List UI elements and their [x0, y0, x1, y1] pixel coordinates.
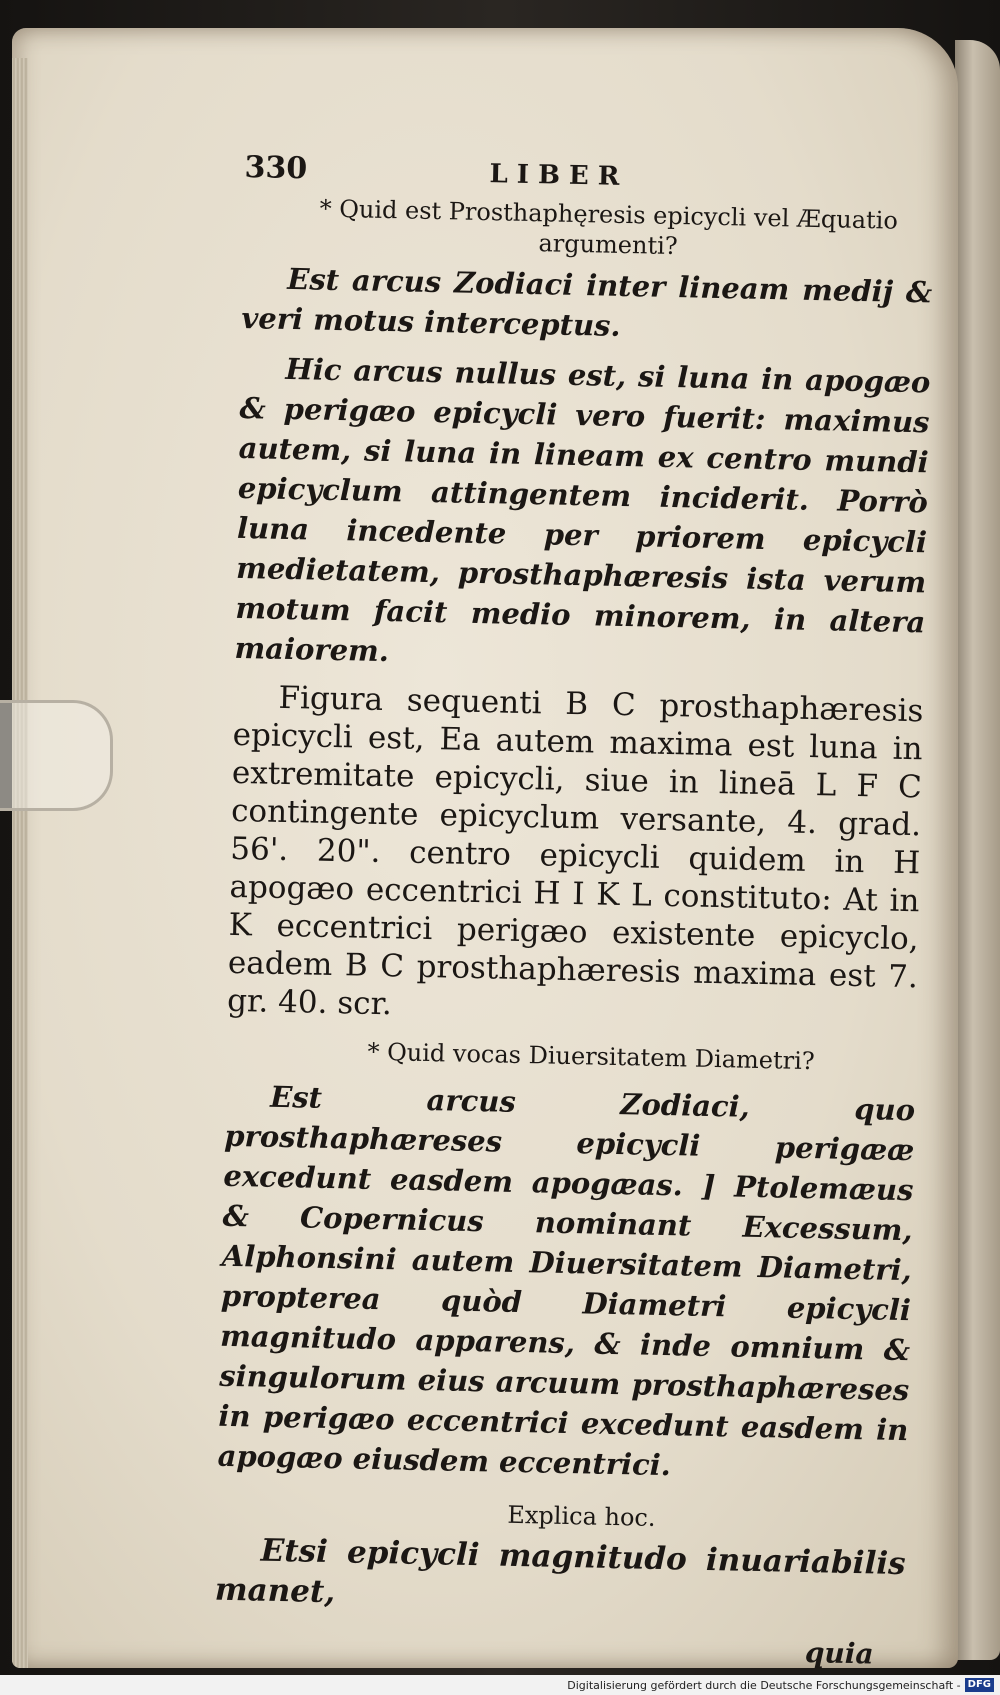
book-page-edge-left	[12, 58, 28, 1668]
answer-paragraph: Est arcus Zodiaci, quo prosthaphæreses epicycli perigææ excedunt easdem apogæas. ] Ptolemæus & Copernicus nominant Excessum, Alphonsini autem Diuersitatem Diametri, propterea quòd Diametri epicycli magnitudo apparens, & inde omnium & singulorum eius arcuum prosthaphæreses in perigæo eccentrici excedunt easdem in apogæo eiusdem eccentrici.	[217, 1079, 916, 1483]
digitization-footer	[560, 1675, 1000, 1695]
question-heading: Explica hoc.	[507, 1500, 656, 1532]
page-text-block	[213, 150, 934, 1671]
answer-paragraph: Etsi epicycli magnitudo inuariabilis manet,	[214, 1532, 906, 1611]
question-heading: * Quid est Prosthaphęresis epicycli vel Æquatio argumenti?	[319, 194, 899, 261]
figure-explanation-paragraph: Figura sequenti B C prosthaphæresis epicycli est, Ea autem maxima est luna in extremitate epicycli, siue in lineā L F C contingente epicyclum versante, 4. grad. 56'. 20". centro epicycli quidem in H apogæo eccentrici H I K L constituto: At in K eccentrici perigæo existente epicyclo, eadem B C prosthaphæresis maxima est 7. gr. 40. scr.	[226, 679, 924, 1023]
running-head: LIBER	[489, 159, 629, 193]
dfg-logo: DFG	[965, 1678, 994, 1692]
page-number: 330	[244, 150, 308, 187]
catchword: quia	[804, 1636, 874, 1671]
footer-credit: Digitalisierung gefördert durch die Deutsche Forschungsgemeinschaft -	[567, 1678, 961, 1692]
commentary-paragraph: Hic arcus nullus est, si luna in apogæo & perigæo epicycli vero fuerit: maximus autem, si luna in lineam ex centro mundi epicyclum attingentem inciderit. Porrò luna incedente per priorem epicycli medietatem, prosthaphæresis ista verum motum facit medio minorem, in altera maiorem.	[234, 351, 931, 669]
question-heading: * Quid vocas Diuersitatem Diametri?	[367, 1037, 815, 1076]
answer-paragraph: Est arcus Zodiaci inter lineam medij & veri motus interceptus.	[241, 261, 933, 343]
book-page-edge-right	[955, 40, 1000, 1660]
page-clip-holder	[0, 700, 113, 811]
